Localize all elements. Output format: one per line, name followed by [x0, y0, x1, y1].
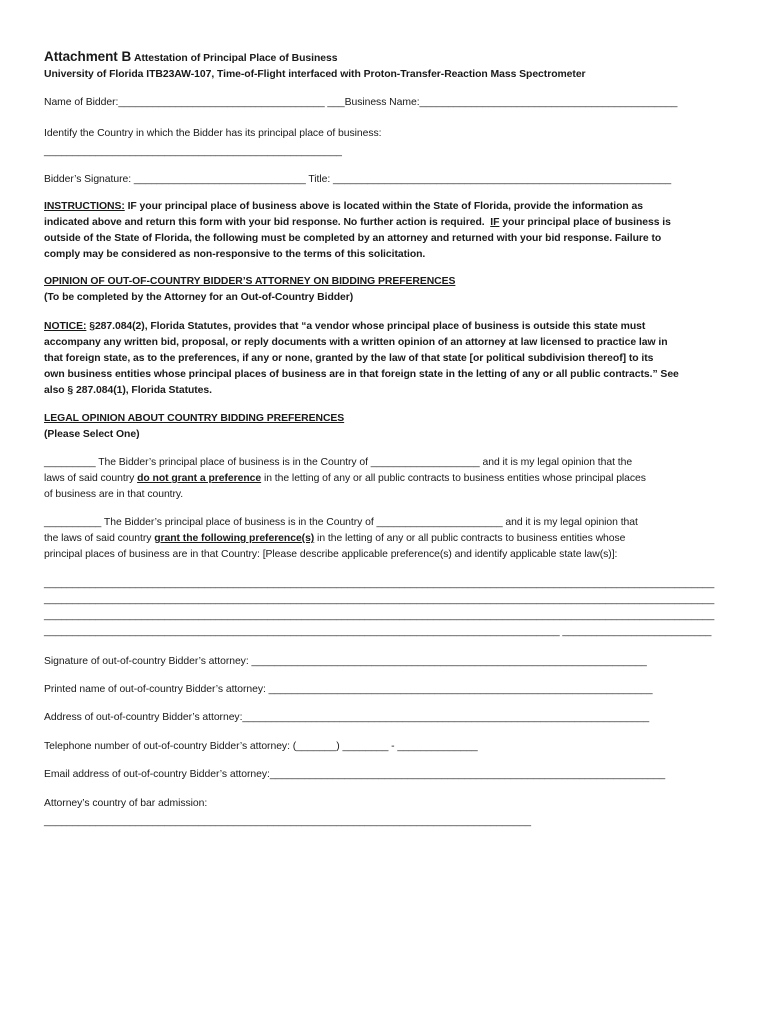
instructions-label: INSTRUCTIONS: [44, 201, 125, 212]
notice-line-1 [44, 320, 645, 333]
notice-text-1: §287.084(2), Florida Statutes, provides that “a vendor whose principal place of business is outside this state must [86, 321, 646, 332]
option-no-preference-line-3: of business are in that country. [44, 489, 184, 500]
attorney-printed-name-field[interactable]: Printed name of out-of-country Bidder’s attorney: ___________________________________________________________________ [44, 684, 653, 695]
country-field[interactable]: ____________________________________________________ [44, 146, 342, 157]
option2-text-a: the laws of said country [44, 533, 155, 544]
option1-text-c: in the letting of any or all public contracts to business entities whose principal places [261, 473, 646, 484]
option-no-preference-line-2 [44, 472, 646, 485]
option2-text-c: in the letting of any or all public contracts to business entities whose [314, 533, 626, 544]
bidder-name-field[interactable]: Name of Bidder:____________________________________ ___Business Name:_____________________________________________ [44, 97, 678, 108]
instructions-line-3: outside of the State of Florida, the following must be completed by an attorney and returned with your bid response. Failure to [44, 233, 662, 244]
form-title [44, 50, 337, 65]
option-grant-preference-line-3: principal places of business are in that Country: [Please describe applicable preference(s) and identify applicable state law(s)]: [44, 549, 618, 560]
legal-opinion-subheading: (Please Select One) [44, 429, 140, 440]
notice-line-2: accompany any written bid, proposal, or reply documents with a written opinion of an attorney at law licensed to practice law in [44, 337, 668, 348]
attestation-title: Attestation of Principal Place of Business [134, 53, 338, 64]
instructions-text-1: IF your principal place of business above is located within the State of Florida, provide the information as [124, 201, 643, 212]
description-blank-line[interactable]: _____________________________________________________________________________________________________________________ [44, 594, 715, 605]
opinion-subheading: (To be completed by the Attorney for an Out-of-Country Bidder) [44, 292, 354, 303]
form-subtitle: University of Florida ITB23AW-107, Time-of-Flight interfaced with Proton-Transfer-Reaction Mass Spectrometer [44, 69, 586, 80]
attorney-signature-field[interactable]: Signature of out-of-country Bidder’s attorney: _____________________________________________________________________ [44, 656, 647, 667]
description-blank-line[interactable]: _____________________________________________________________________________________________________________________ [44, 578, 715, 589]
bidder-signature-field[interactable]: Bidder’s Signature: ______________________________ Title: ___________________________________________________________ [44, 174, 672, 185]
option-no-preference-line-1[interactable]: _________ The Bidder’s principal place of business is in the Country of ___________________ and it is my legal opinion that the [44, 457, 633, 468]
bar-admission-label: Attorney’s country of bar admission: [44, 798, 208, 809]
instructions-text-2: indicated above and return this form with your bid response. No further action is required. [44, 217, 485, 228]
notice-line-3: that foreign state, as to the preferences, if any or none, granted by the law of that state [or political subdivision thereof] to its [44, 353, 654, 364]
instructions-line-1 [44, 200, 643, 213]
notice-line-5: also § 287.084(1), Florida Statutes. [44, 385, 212, 396]
notice-line-4: own business entities whose principal places of business are in that foreign state in the letting of any or all public contracts.” See [44, 369, 679, 380]
notice-label: NOTICE: [44, 321, 87, 332]
description-blank-line[interactable]: __________________________________________________________________________________________ __________________________ [44, 626, 712, 637]
option-grant-preference-line-2 [44, 532, 625, 545]
attachment-label: Attachment B [44, 49, 132, 64]
bar-admission-field[interactable]: _____________________________________________________________________________________ [44, 816, 531, 827]
attorney-telephone-field[interactable]: Telephone number of out-of-country Bidder’s attorney: (_______) ________ - ______________ [44, 741, 478, 752]
option1-text-a: laws of said country [44, 473, 138, 484]
do-not-grant-phrase: do not grant a preference [137, 473, 262, 484]
instructions-line-4: comply may be considered as non-responsive to the terms of this solicitation. [44, 249, 426, 260]
legal-opinion-heading: LEGAL OPINION ABOUT COUNTRY BIDDING PREFERENCES [44, 413, 345, 424]
option-grant-preference-line-1[interactable]: __________ The Bidder’s principal place of business is in the Country of ______________________ and it is my legal opinion that [44, 517, 638, 528]
country-prompt: Identify the Country in which the Bidder has its principal place of business: [44, 128, 382, 139]
attorney-address-field[interactable]: Address of out-of-country Bidder’s attorney:_______________________________________________________________________ [44, 712, 650, 723]
opinion-heading: OPINION OF OUT-OF-COUNTRY BIDDER’S ATTORNEY ON BIDDING PREFERENCES [44, 276, 456, 287]
description-blank-line[interactable]: _____________________________________________________________________________________________________________________ [44, 610, 715, 621]
grant-following-phrase: grant the following preference(s) [154, 533, 315, 544]
instructions-text-3: your principal place of business is [499, 217, 671, 228]
instructions-if: IF [490, 217, 500, 228]
attorney-email-field[interactable]: Email address of out-of-country Bidder’s attorney:_____________________________________________________________________ [44, 769, 666, 780]
instructions-line-2 [44, 216, 671, 229]
